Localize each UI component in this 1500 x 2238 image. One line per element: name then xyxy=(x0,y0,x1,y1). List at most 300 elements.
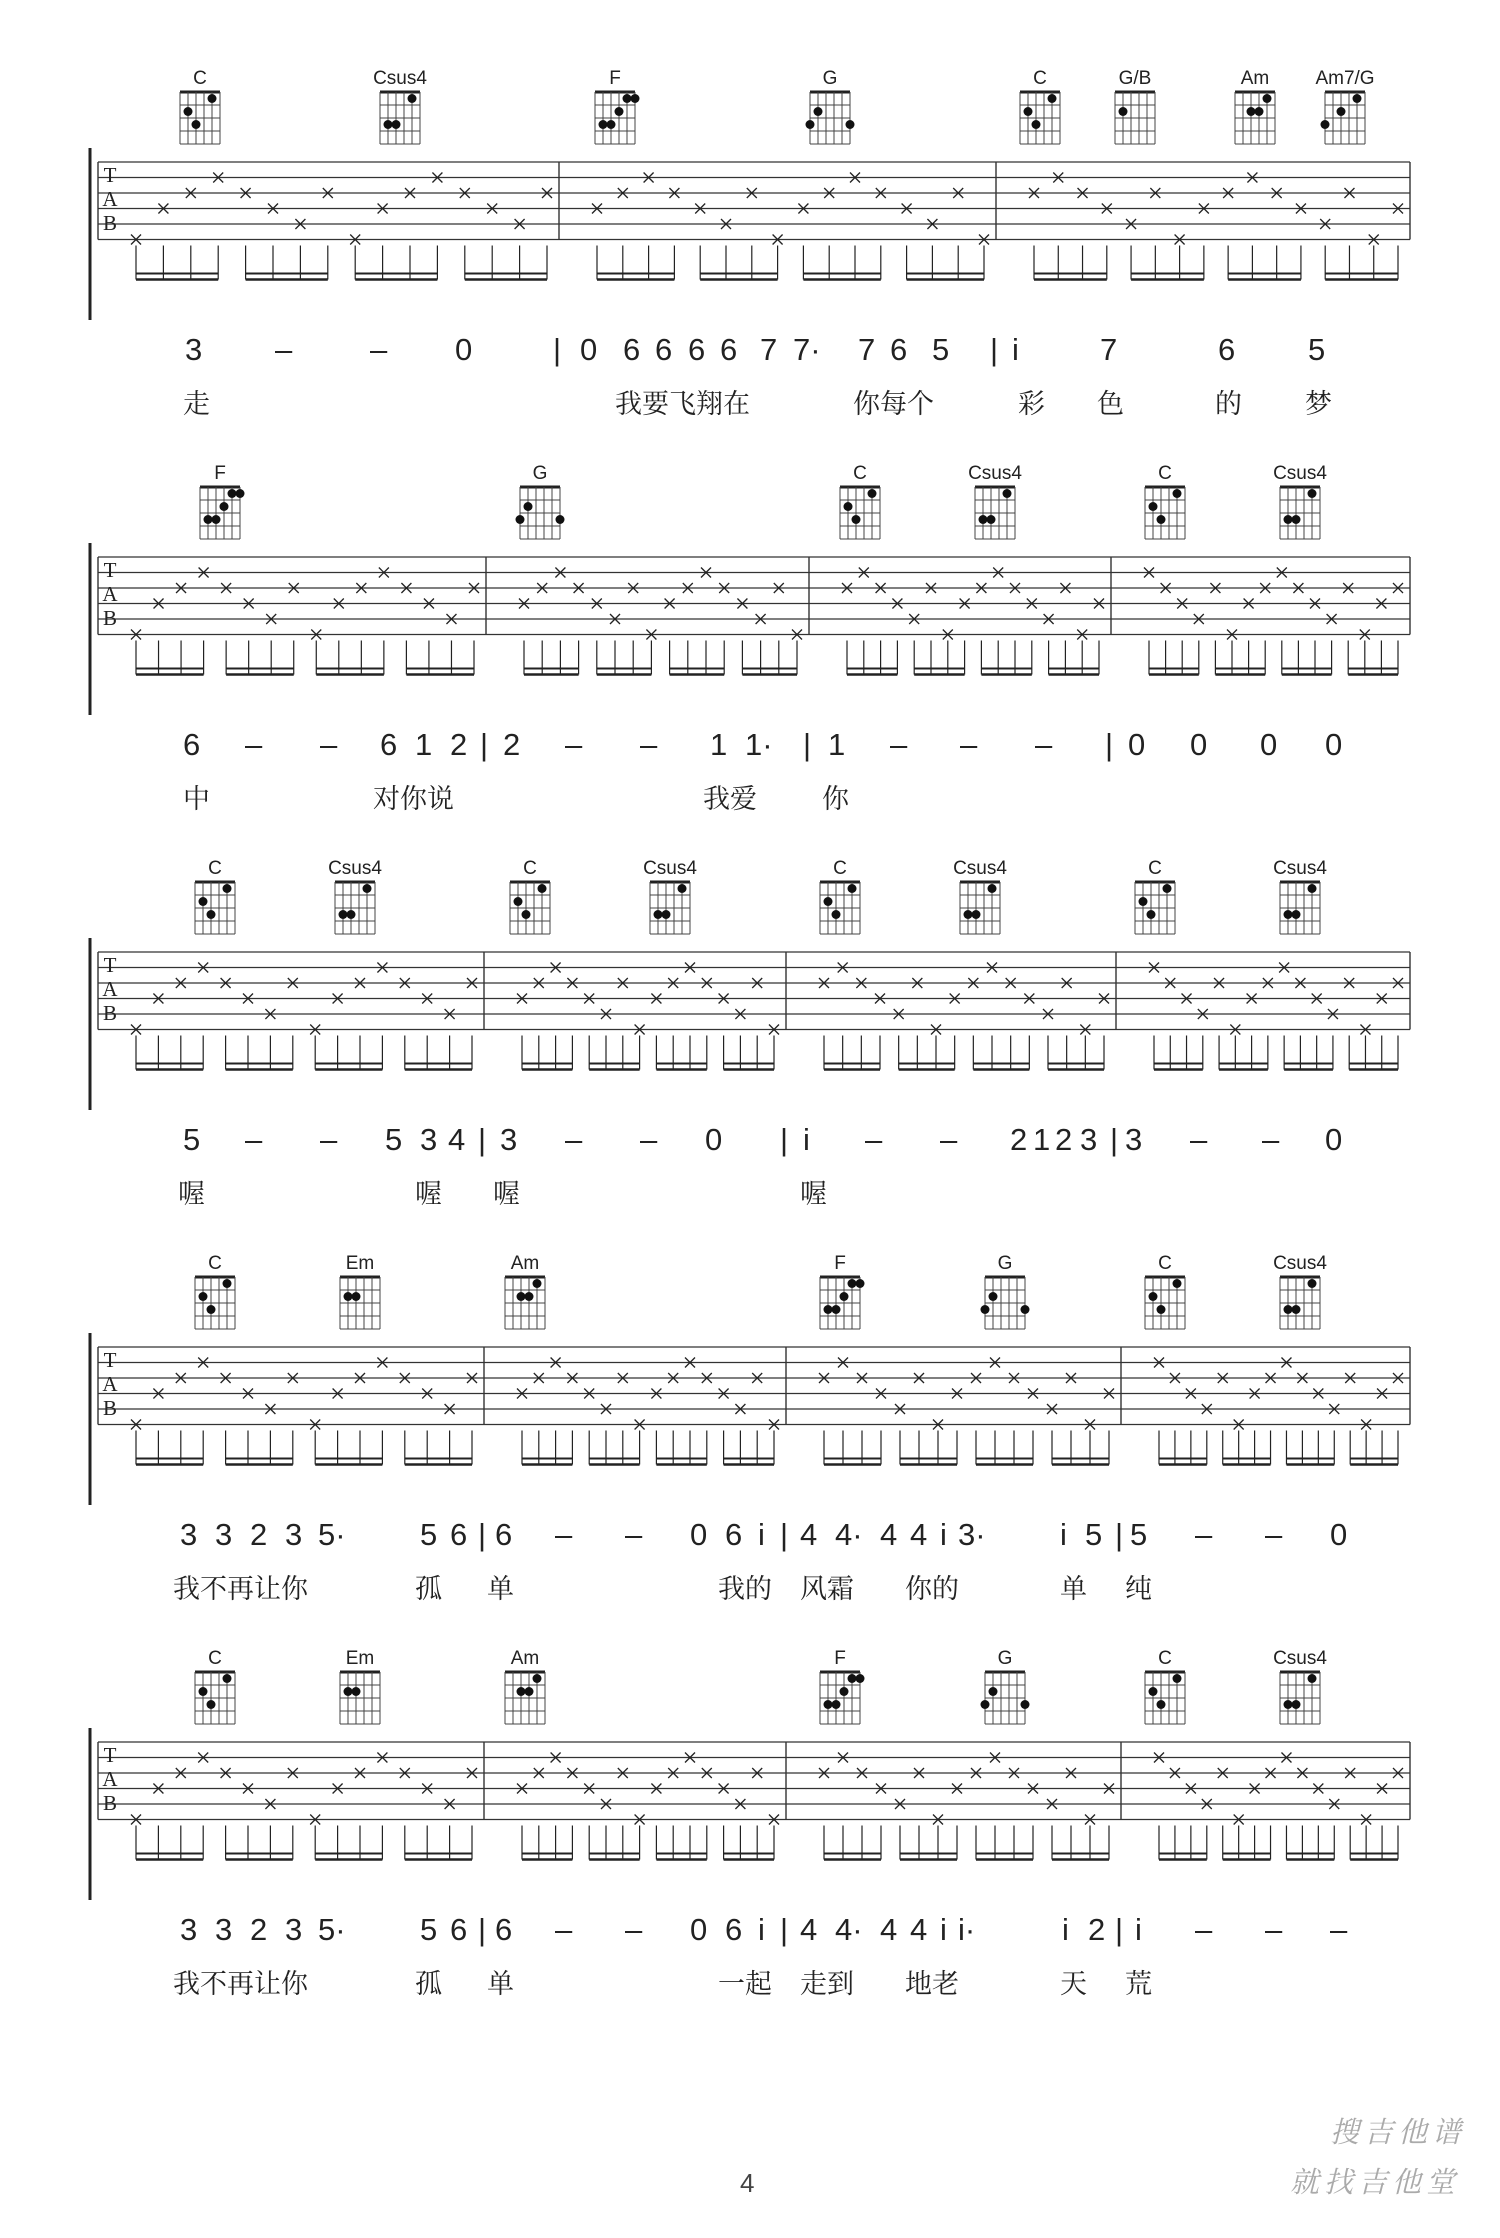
jianpu-note: 7 xyxy=(858,332,876,367)
jianpu-note: – xyxy=(1195,1912,1213,1947)
lyric-word: 荒 xyxy=(1125,1969,1152,2000)
jianpu-note: 5 xyxy=(932,332,950,367)
finger-dot xyxy=(1021,1305,1030,1314)
finger-dot xyxy=(987,515,996,524)
finger-dot xyxy=(814,107,823,116)
jianpu-note: – xyxy=(640,727,658,762)
jianpu-note: 6 xyxy=(1218,332,1236,367)
tab-staff-svg xyxy=(0,850,1500,1110)
jianpu-note: 3 xyxy=(420,1122,438,1157)
jianpu-note: 0 xyxy=(705,1122,723,1157)
finger-dot xyxy=(223,1279,232,1288)
jianpu-note: – xyxy=(320,727,338,762)
finger-dot xyxy=(972,910,981,919)
finger-dot xyxy=(207,1700,216,1709)
tab-staff-svg xyxy=(0,1245,1500,1505)
finger-dot xyxy=(1284,910,1293,919)
tab-letter-a: A xyxy=(102,582,118,606)
jianpu-barline: | xyxy=(478,1912,487,1947)
jianpu-barline: | xyxy=(1115,1912,1124,1947)
jianpu-note: 5· xyxy=(318,1517,346,1552)
finger-dot xyxy=(220,502,229,511)
jianpu-note: – xyxy=(1265,1517,1283,1552)
finger-dot xyxy=(846,120,855,129)
jianpu-note: 6 xyxy=(495,1912,513,1947)
jianpu-note: 0 xyxy=(1260,727,1278,762)
finger-dot xyxy=(1247,107,1256,116)
finger-dot xyxy=(236,489,245,498)
finger-dot xyxy=(1139,897,1148,906)
finger-dot xyxy=(184,107,193,116)
finger-dot xyxy=(981,1305,990,1314)
jianpu-barline: | xyxy=(478,1517,487,1552)
chord-name: Am xyxy=(1240,68,1270,89)
jianpu-note: i xyxy=(940,1912,947,1947)
jianpu-note: i xyxy=(803,1122,810,1157)
finger-dot xyxy=(344,1292,353,1301)
jianpu-barline: | xyxy=(990,332,999,367)
jianpu-note: – xyxy=(555,1517,573,1552)
jianpu-note: 3 xyxy=(500,1122,518,1157)
jianpu-note: – xyxy=(1190,1122,1208,1157)
jianpu-barline: | xyxy=(1115,1517,1124,1552)
tab-letter-t: T xyxy=(103,1743,117,1767)
tab-letter-a: A xyxy=(102,1767,118,1791)
finger-dot xyxy=(840,1687,849,1696)
finger-dot xyxy=(1173,489,1182,498)
finger-dot xyxy=(533,1674,542,1683)
chord-diagram-c xyxy=(195,1253,235,1329)
jianpu-note: 0 xyxy=(580,332,598,367)
lyric-word: 你的 xyxy=(905,1574,959,1605)
chord-name: Csus4 xyxy=(1273,858,1327,879)
chord-name: F xyxy=(609,68,621,89)
finger-dot xyxy=(607,120,616,129)
jianpu-barline: | xyxy=(478,1122,487,1157)
finger-dot xyxy=(228,489,237,498)
chord-name: F xyxy=(214,463,226,484)
tab-letter-a: A xyxy=(102,977,118,1001)
jianpu-note: 6 xyxy=(890,332,908,367)
lyric-word: 喔 xyxy=(415,1179,442,1210)
finger-dot xyxy=(1308,1279,1317,1288)
lyric-word: 梦 xyxy=(1305,389,1332,420)
finger-dot xyxy=(848,1279,857,1288)
chord-diagram-c xyxy=(195,1648,235,1724)
chord-name: C xyxy=(523,858,537,879)
finger-dot xyxy=(1021,1700,1030,1709)
finger-dot xyxy=(840,1292,849,1301)
finger-dot xyxy=(654,910,663,919)
jianpu-note: 0 xyxy=(690,1912,708,1947)
jianpu-note: 5 xyxy=(385,1122,403,1157)
jianpu-note: 1 xyxy=(710,727,728,762)
finger-dot xyxy=(556,515,565,524)
jianpu-note: 4 xyxy=(448,1122,466,1157)
jianpu-note: 1 xyxy=(415,727,433,762)
tab-staff-svg xyxy=(0,455,1500,715)
chord-name: G xyxy=(997,1253,1013,1274)
finger-dot xyxy=(623,94,632,103)
finger-dot xyxy=(856,1674,865,1683)
watermark-line-1: 搜吉他谱 xyxy=(1330,2115,1467,2149)
finger-dot xyxy=(1157,1305,1166,1314)
jianpu-note: 0 xyxy=(1190,727,1208,762)
lyric-word: 天 xyxy=(1060,1969,1087,2000)
chord-diagram-c xyxy=(1135,858,1175,934)
lyric-word: 我要飞翔在 xyxy=(615,389,750,420)
jianpu-note: – xyxy=(1195,1517,1213,1552)
jianpu-barline: | xyxy=(1110,1122,1119,1157)
chord-name: C xyxy=(208,1253,222,1274)
jianpu-note: 4 xyxy=(880,1517,898,1552)
chord-name: Csus4 xyxy=(1273,1648,1327,1669)
jianpu-note: – xyxy=(940,1122,958,1157)
finger-dot xyxy=(538,884,547,893)
jianpu-note: 1 xyxy=(1033,1122,1051,1157)
jianpu-note: 3 xyxy=(215,1912,233,1947)
jianpu-note: 3 xyxy=(180,1912,198,1947)
finger-dot xyxy=(514,897,523,906)
jianpu-note: 6 xyxy=(655,332,673,367)
jianpu-note: – xyxy=(565,727,583,762)
jianpu-note: 3 xyxy=(185,332,203,367)
finger-dot xyxy=(848,1674,857,1683)
chord-diagram-csus4 xyxy=(328,858,382,934)
jianpu-note: 7 xyxy=(760,332,778,367)
lyric-word: 喔 xyxy=(800,1179,827,1210)
chord-name: G/B xyxy=(1118,68,1152,89)
chord-name: C xyxy=(1148,858,1162,879)
jianpu-note: 6 xyxy=(450,1517,468,1552)
finger-dot xyxy=(1292,515,1301,524)
jianpu-barline: | xyxy=(780,1122,789,1157)
jianpu-note: 0 xyxy=(455,332,473,367)
system-2 xyxy=(0,455,1500,850)
finger-dot xyxy=(662,910,671,919)
tab-letter-b: B xyxy=(102,1791,118,1815)
lyric-word: 风霜 xyxy=(800,1574,854,1605)
finger-dot xyxy=(1353,94,1362,103)
finger-dot xyxy=(844,502,853,511)
jianpu-note: 3· xyxy=(958,1517,986,1552)
finger-dot xyxy=(525,1687,534,1696)
finger-dot xyxy=(212,515,221,524)
finger-dot xyxy=(989,1687,998,1696)
jianpu-note: 6 xyxy=(380,727,398,762)
chord-diagram-g xyxy=(516,463,565,539)
chord-diagram-g-b xyxy=(1115,68,1155,144)
chord-diagram-f xyxy=(820,1648,865,1724)
lyric-word: 走 xyxy=(183,389,210,420)
jianpu-note: – xyxy=(1262,1122,1280,1157)
chord-diagram-am xyxy=(505,1253,545,1329)
finger-dot xyxy=(1308,489,1317,498)
jianpu-note: 0 xyxy=(1325,727,1343,762)
chord-name: C xyxy=(208,1648,222,1669)
jianpu-note: 0 xyxy=(690,1517,708,1552)
chord-name: Csus4 xyxy=(1273,463,1327,484)
chord-name: Csus4 xyxy=(643,858,697,879)
chord-diagram-c xyxy=(1145,1253,1185,1329)
jianpu-note: – xyxy=(245,727,263,762)
finger-dot xyxy=(1173,1279,1182,1288)
finger-dot xyxy=(989,1292,998,1301)
chord-name: C xyxy=(1158,1648,1172,1669)
finger-dot xyxy=(981,1700,990,1709)
finger-dot xyxy=(806,120,815,129)
chord-diagram-csus4 xyxy=(968,463,1022,539)
chord-diagram-f xyxy=(595,68,640,144)
jianpu-note: 6 xyxy=(183,727,201,762)
lyric-word: 一起 xyxy=(718,1969,772,2000)
jianpu-note: – xyxy=(320,1122,338,1157)
finger-dot xyxy=(352,1687,361,1696)
system-1 xyxy=(0,60,1500,455)
jianpu-note: 0 xyxy=(1128,727,1146,762)
finger-dot xyxy=(1284,1700,1293,1709)
jianpu-note: 5 xyxy=(1130,1517,1148,1552)
jianpu-note: 3 xyxy=(285,1517,303,1552)
finger-dot xyxy=(832,910,841,919)
tab-letter-a: A xyxy=(102,1372,118,1396)
lyric-word: 你每个 xyxy=(853,389,934,420)
jianpu-note: 4· xyxy=(835,1912,863,1947)
finger-dot xyxy=(199,1292,208,1301)
jianpu-note: – xyxy=(1265,1912,1283,1947)
finger-dot xyxy=(207,910,216,919)
chord-diagram-em xyxy=(340,1648,380,1724)
finger-dot xyxy=(208,94,217,103)
chord-name: Em xyxy=(345,1648,375,1669)
jianpu-barline: | xyxy=(480,727,489,762)
chord-diagram-csus4 xyxy=(373,68,427,144)
jianpu-barline: | xyxy=(803,727,812,762)
finger-dot xyxy=(832,1700,841,1709)
tab-letter-b: B xyxy=(102,606,118,630)
jianpu-note: 0 xyxy=(1325,1122,1343,1157)
jianpu-note: 2 xyxy=(1010,1122,1028,1157)
finger-dot xyxy=(1032,120,1041,129)
chord-diagram-f xyxy=(820,1253,865,1329)
lyric-word: 的 xyxy=(1215,389,1242,420)
lyric-word: 彩 xyxy=(1018,389,1045,420)
finger-dot xyxy=(347,910,356,919)
lyric-word: 走到 xyxy=(800,1969,854,2000)
jianpu-note: 6 xyxy=(450,1912,468,1947)
jianpu-note: 2 xyxy=(1088,1912,1106,1947)
finger-dot xyxy=(524,502,533,511)
finger-dot xyxy=(1284,1305,1293,1314)
jianpu-note: 7· xyxy=(793,332,821,367)
finger-dot xyxy=(631,94,640,103)
finger-dot xyxy=(1157,515,1166,524)
lyric-word: 对你说 xyxy=(373,784,454,815)
chord-name: F xyxy=(834,1253,846,1274)
jianpu-note: i xyxy=(1060,1517,1067,1552)
jianpu-note: – xyxy=(640,1122,658,1157)
jianpu-note: 7 xyxy=(1100,332,1118,367)
lyric-word: 孤 xyxy=(415,1969,442,2000)
jianpu-barline: | xyxy=(780,1517,789,1552)
chord-diagram-c xyxy=(195,858,235,934)
finger-dot xyxy=(988,884,997,893)
jianpu-note: 4· xyxy=(835,1517,863,1552)
tab-staff-svg xyxy=(0,60,1500,320)
chord-name: C xyxy=(1033,68,1047,89)
jianpu-note: – xyxy=(1330,1912,1348,1947)
finger-dot xyxy=(1119,107,1128,116)
lyric-word: 纯 xyxy=(1125,1574,1152,1605)
jianpu-note: i xyxy=(940,1517,947,1552)
lyric-word: 我不再让你 xyxy=(173,1574,308,1605)
finger-dot xyxy=(1147,910,1156,919)
jianpu-note: 6 xyxy=(720,332,738,367)
finger-dot xyxy=(824,1700,833,1709)
jianpu-note: 5· xyxy=(318,1912,346,1947)
jianpu-note: 4 xyxy=(800,1912,818,1947)
chord-name: Csus4 xyxy=(953,858,1007,879)
finger-dot xyxy=(1308,884,1317,893)
chord-name: C xyxy=(1158,463,1172,484)
tab-letter-b: B xyxy=(102,1396,118,1420)
chord-name: Am xyxy=(510,1253,540,1274)
finger-dot xyxy=(199,1687,208,1696)
jianpu-note: i· xyxy=(958,1912,976,1947)
lyric-word: 地老 xyxy=(905,1969,959,2000)
chord-name: F xyxy=(834,1648,846,1669)
chord-name: G xyxy=(997,1648,1013,1669)
finger-dot xyxy=(1149,1687,1158,1696)
lyric-word: 我的 xyxy=(718,1574,772,1605)
tab-letter-t: T xyxy=(103,1348,117,1372)
finger-dot xyxy=(852,515,861,524)
jianpu-note: 3 xyxy=(180,1517,198,1552)
lyric-word: 我爱 xyxy=(703,784,757,815)
jianpu-note: 4 xyxy=(880,1912,898,1947)
chord-diagram-c xyxy=(820,858,860,934)
jianpu-note: 3 xyxy=(1125,1122,1143,1157)
chord-name: C xyxy=(853,463,867,484)
jianpu-note: 2 xyxy=(1055,1122,1073,1157)
jianpu-note: 1· xyxy=(745,727,773,762)
chord-name: C xyxy=(193,68,207,89)
finger-dot xyxy=(599,120,608,129)
tab-letter-b: B xyxy=(102,211,118,235)
finger-dot xyxy=(533,1279,542,1288)
jianpu-note: – xyxy=(555,1912,573,1947)
jianpu-note: 5 xyxy=(183,1122,201,1157)
lyric-word: 单 xyxy=(487,1574,514,1605)
jianpu-note: 2 xyxy=(503,727,521,762)
chord-diagram-am xyxy=(1235,68,1275,144)
jianpu-note: 5 xyxy=(1085,1517,1103,1552)
jianpu-note: – xyxy=(865,1122,883,1157)
watermark-line-2: 就找吉他堂 xyxy=(1290,2165,1461,2199)
system-3 xyxy=(0,850,1500,1245)
finger-dot xyxy=(223,884,232,893)
finger-dot xyxy=(522,910,531,919)
jianpu-note: i xyxy=(1135,1912,1142,1947)
finger-dot xyxy=(352,1292,361,1301)
chord-diagram-c xyxy=(510,858,550,934)
chord-diagram-c xyxy=(180,68,220,144)
jianpu-note: 5 xyxy=(420,1517,438,1552)
finger-dot xyxy=(207,1305,216,1314)
jianpu-note: – xyxy=(275,332,293,367)
jianpu-note: 6 xyxy=(495,1517,513,1552)
chord-name: Em xyxy=(345,1253,375,1274)
finger-dot xyxy=(408,94,417,103)
tab-letter-b: B xyxy=(102,1001,118,1025)
chord-diagram-am7-g xyxy=(1315,68,1374,144)
finger-dot xyxy=(615,107,624,116)
jianpu-note: 4 xyxy=(910,1517,928,1552)
jianpu-note: i xyxy=(1012,332,1019,367)
jianpu-note: – xyxy=(960,727,978,762)
tab-letter-t: T xyxy=(103,163,117,187)
jianpu-note: – xyxy=(625,1912,643,1947)
chord-diagram-c xyxy=(1145,1648,1185,1724)
jianpu-note: 6 xyxy=(725,1912,743,1947)
lyric-word: 单 xyxy=(487,1969,514,2000)
lyric-word: 我不再让你 xyxy=(173,1969,308,2000)
chord-name: G xyxy=(532,463,548,484)
jianpu-note: i xyxy=(1062,1912,1069,1947)
finger-dot xyxy=(223,1674,232,1683)
finger-dot xyxy=(1048,94,1057,103)
chord-diagram-csus4 xyxy=(1273,463,1327,539)
finger-dot xyxy=(1284,515,1293,524)
finger-dot xyxy=(856,1279,865,1288)
chord-diagram-c xyxy=(840,463,880,539)
chord-name: Am xyxy=(510,1648,540,1669)
finger-dot xyxy=(517,1292,526,1301)
finger-dot xyxy=(1292,1700,1301,1709)
finger-dot xyxy=(1263,94,1272,103)
finger-dot xyxy=(1292,910,1301,919)
jianpu-note: – xyxy=(625,1517,643,1552)
finger-dot xyxy=(516,515,525,524)
jianpu-note: i xyxy=(758,1517,765,1552)
jianpu-note: 0 xyxy=(1330,1517,1348,1552)
finger-dot xyxy=(1173,1674,1182,1683)
chord-diagram-g xyxy=(806,68,855,144)
finger-dot xyxy=(204,515,213,524)
chord-diagram-csus4 xyxy=(1273,1648,1327,1724)
finger-dot xyxy=(344,1687,353,1696)
jianpu-note: 2 xyxy=(450,727,468,762)
jianpu-note: – xyxy=(1035,727,1053,762)
jianpu-note: 3 xyxy=(1080,1122,1098,1157)
chord-diagram-csus4 xyxy=(1273,858,1327,934)
chord-name: Csus4 xyxy=(373,68,427,89)
chord-diagram-c xyxy=(1020,68,1060,144)
lyric-word: 中 xyxy=(183,784,210,815)
jianpu-note: – xyxy=(245,1122,263,1157)
tab-letter-t: T xyxy=(103,558,117,582)
lyric-word: 单 xyxy=(1060,1574,1087,1605)
jianpu-note: 1 xyxy=(828,727,846,762)
chord-diagram-f xyxy=(200,463,245,539)
jianpu-note: 6 xyxy=(688,332,706,367)
jianpu-note: 6 xyxy=(725,1517,743,1552)
finger-dot xyxy=(339,910,348,919)
finger-dot xyxy=(678,884,687,893)
jianpu-note: 4 xyxy=(800,1517,818,1552)
chord-name: Am7/G xyxy=(1315,68,1375,89)
jianpu-note: 4 xyxy=(910,1912,928,1947)
